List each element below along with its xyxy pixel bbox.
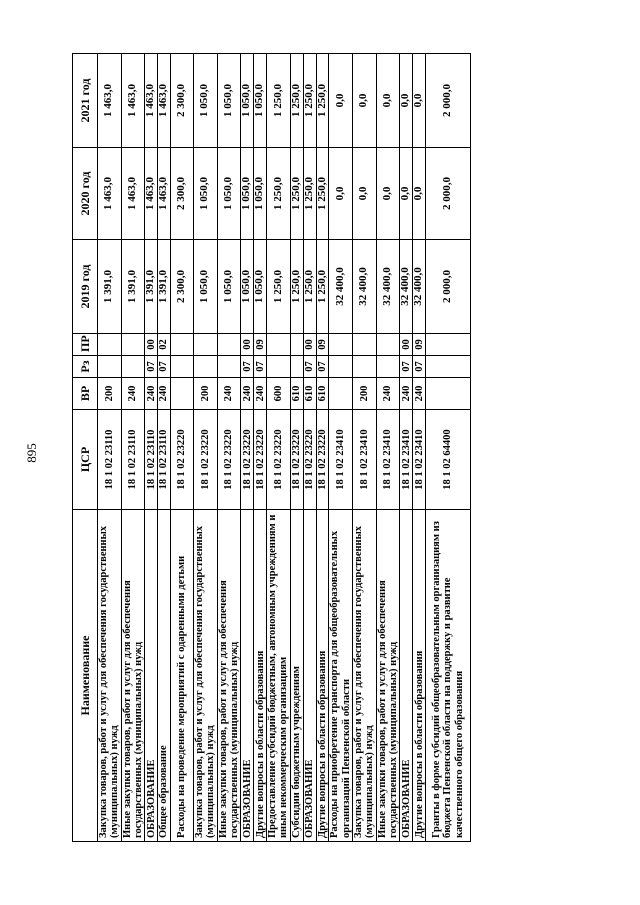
row-2019: 1 391,0 — [145, 240, 158, 334]
row-2020: 1 463,0 — [98, 148, 122, 240]
row-vr: 610 — [316, 378, 329, 410]
row-2020: 1 050,0 — [241, 148, 254, 240]
header-vr: ВР — [73, 378, 98, 410]
row-2021: 1 050,0 — [241, 54, 254, 148]
table-row — [376, 54, 400, 842]
row-rz: 07 — [254, 356, 267, 378]
row-2021: 1 050,0 — [217, 54, 241, 148]
row-2021: 1 463,0 — [98, 54, 122, 148]
row-pr — [121, 334, 145, 356]
row-2021: 2 300,0 — [171, 54, 194, 148]
row-vr: 200 — [98, 378, 122, 410]
row-2020: 1 250,0 — [303, 148, 316, 240]
row-rz — [376, 356, 400, 378]
row-2020: 1 463,0 — [121, 148, 145, 240]
page-number: 895 — [24, 443, 39, 463]
table-row — [194, 54, 218, 842]
row-2020: 0,0 — [329, 148, 353, 240]
table-row — [413, 54, 426, 842]
row-rz: 07 — [241, 356, 254, 378]
row-name: Иные закупки товаров, работ и услуг для обеспечения государственных (муниципальных) нужд — [217, 510, 241, 842]
row-pr — [217, 334, 241, 356]
table-row — [400, 54, 413, 842]
row-2019: 1 050,0 — [241, 240, 254, 334]
row-2021: 1 250,0 — [267, 54, 291, 148]
row-csr: 18 1 02 23410 — [329, 410, 353, 510]
row-csr: 18 1 02 64400 — [426, 410, 471, 510]
row-2020: 1 050,0 — [194, 148, 218, 240]
row-pr: 00 — [241, 334, 254, 356]
row-rz — [171, 356, 194, 378]
row-pr: 00 — [400, 334, 413, 356]
row-2021: 0,0 — [353, 54, 377, 148]
row-pr — [426, 334, 471, 356]
row-2019: 1 391,0 — [121, 240, 145, 334]
row-2019: 1 250,0 — [303, 240, 316, 334]
row-pr — [267, 334, 291, 356]
row-name: Иные закупки товаров, работ и услуг для обеспечения государственных (муниципальных) нужд — [376, 510, 400, 842]
header-row — [73, 54, 98, 842]
table-body — [98, 54, 471, 842]
row-rz: 07 — [316, 356, 329, 378]
row-2019: 1 050,0 — [217, 240, 241, 334]
row-2019: 1 391,0 — [158, 240, 171, 334]
row-name: ОБРАЗОВАНИЕ — [145, 510, 158, 842]
row-2021: 1 463,0 — [158, 54, 171, 148]
row-name: Предоставление субсидий бюджетным, автономным учреждениям и иным некоммерческим организациям — [267, 510, 291, 842]
table-row — [290, 54, 303, 842]
row-vr: 240 — [413, 378, 426, 410]
row-rz — [217, 356, 241, 378]
row-pr — [376, 334, 400, 356]
row-name: Расходы на приобретение транспорта для общеобразовательных организаций Пензенской области — [329, 510, 353, 842]
header-2021: 2021 год — [73, 54, 98, 148]
row-2021: 1 050,0 — [254, 54, 267, 148]
row-2019: 32 400,0 — [413, 240, 426, 334]
table-row — [98, 54, 122, 842]
row-2020: 1 050,0 — [254, 148, 267, 240]
row-csr: 18 1 02 23410 — [413, 410, 426, 510]
table-row — [171, 54, 194, 842]
table-row — [254, 54, 267, 842]
table-row — [158, 54, 171, 842]
row-2019: 32 400,0 — [353, 240, 377, 334]
table-row — [145, 54, 158, 842]
table-header — [73, 54, 98, 842]
row-pr — [353, 334, 377, 356]
row-2020: 0,0 — [376, 148, 400, 240]
budget-table — [72, 53, 471, 842]
row-2019: 1 250,0 — [267, 240, 291, 334]
row-vr: 240 — [158, 378, 171, 410]
table-row — [241, 54, 254, 842]
row-2021: 0,0 — [329, 54, 353, 148]
row-2019: 2 000,0 — [426, 240, 471, 334]
row-csr: 18 1 02 23220 — [241, 410, 254, 510]
row-2020: 2 000,0 — [426, 148, 471, 240]
row-csr: 18 1 02 23220 — [194, 410, 218, 510]
row-2021: 1 463,0 — [121, 54, 145, 148]
row-vr: 240 — [254, 378, 267, 410]
row-rz — [329, 356, 353, 378]
rotated-table-container — [72, 54, 570, 842]
row-csr: 18 1 02 23110 — [98, 410, 122, 510]
row-name: ОБРАЗОВАНИЕ — [241, 510, 254, 842]
row-pr: 02 — [158, 334, 171, 356]
row-rz — [194, 356, 218, 378]
row-name: Гранты в форме субсидий общеобразовательным организациям из бюджета Пензенской области на поддержку и развитие качественного общего образования — [426, 510, 471, 842]
row-2021: 1 250,0 — [290, 54, 303, 148]
table-row — [267, 54, 291, 842]
row-vr — [329, 378, 353, 410]
row-2019: 1 050,0 — [254, 240, 267, 334]
header-2020: 2020 год — [73, 148, 98, 240]
table-row — [426, 54, 471, 842]
row-name: Другие вопросы в области образования — [413, 510, 426, 842]
row-name: Другие вопросы в области образования — [254, 510, 267, 842]
row-csr: 18 1 02 23220 — [254, 410, 267, 510]
row-pr — [171, 334, 194, 356]
header-csr: ЦСР — [73, 410, 98, 510]
row-2020: 0,0 — [413, 148, 426, 240]
row-csr: 18 1 02 23110 — [121, 410, 145, 510]
row-vr: 240 — [400, 378, 413, 410]
table-row — [121, 54, 145, 842]
row-vr: 240 — [121, 378, 145, 410]
header-name: Наименование — [73, 510, 98, 842]
row-name: Субсидии бюджетным учреждениям — [290, 510, 303, 842]
row-2020: 2 300,0 — [171, 148, 194, 240]
row-2021: 0,0 — [413, 54, 426, 148]
row-csr: 18 1 02 23410 — [376, 410, 400, 510]
table-row — [316, 54, 329, 842]
table-row — [217, 54, 241, 842]
row-rz: 07 — [145, 356, 158, 378]
row-vr: 240 — [145, 378, 158, 410]
header-pr: ПР — [73, 334, 98, 356]
row-2020: 1 050,0 — [217, 148, 241, 240]
row-rz — [353, 356, 377, 378]
row-rz — [426, 356, 471, 378]
row-vr: 610 — [303, 378, 316, 410]
row-2019: 1 250,0 — [316, 240, 329, 334]
row-rz: 07 — [303, 356, 316, 378]
row-pr: 09 — [413, 334, 426, 356]
row-pr — [329, 334, 353, 356]
row-csr: 18 1 02 23220 — [267, 410, 291, 510]
row-vr: 240 — [376, 378, 400, 410]
row-2019: 32 400,0 — [376, 240, 400, 334]
table-row — [353, 54, 377, 842]
row-csr: 18 1 02 23220 — [303, 410, 316, 510]
row-name: ОБРАЗОВАНИЕ — [400, 510, 413, 842]
row-vr: 600 — [267, 378, 291, 410]
header-rz: Рз — [73, 356, 98, 378]
row-2020: 1 250,0 — [267, 148, 291, 240]
row-vr: 610 — [290, 378, 303, 410]
row-2020: 1 250,0 — [316, 148, 329, 240]
row-2021: 0,0 — [376, 54, 400, 148]
row-2021: 1 050,0 — [194, 54, 218, 148]
row-pr — [194, 334, 218, 356]
row-csr: 18 1 02 23220 — [290, 410, 303, 510]
row-2019: 32 400,0 — [329, 240, 353, 334]
row-csr: 18 1 02 23220 — [217, 410, 241, 510]
row-2021: 2 000,0 — [426, 54, 471, 148]
row-rz: 07 — [400, 356, 413, 378]
row-name: Закупка товаров, работ и услуг для обеспечения государственных (муниципальных) нужд — [98, 510, 122, 842]
row-name: Другие вопросы в области образования — [316, 510, 329, 842]
row-rz: 07 — [413, 356, 426, 378]
row-vr — [426, 378, 471, 410]
row-rz — [290, 356, 303, 378]
row-csr: 18 1 02 23220 — [316, 410, 329, 510]
row-vr: 240 — [217, 378, 241, 410]
row-csr: 18 1 02 23110 — [145, 410, 158, 510]
row-2019: 32 400,0 — [400, 240, 413, 334]
row-rz — [267, 356, 291, 378]
row-2021: 1 463,0 — [145, 54, 158, 148]
row-2021: 1 250,0 — [316, 54, 329, 148]
row-name: Закупка товаров, работ и услуг для обеспечения государственных (муниципальных) нужд — [353, 510, 377, 842]
row-vr: 240 — [241, 378, 254, 410]
row-csr: 18 1 02 23410 — [353, 410, 377, 510]
row-name: Расходы на проведение мероприятий с одаренными детьми — [171, 510, 194, 842]
table-row — [329, 54, 353, 842]
row-pr — [98, 334, 122, 356]
row-2019: 2 300,0 — [171, 240, 194, 334]
row-2021: 1 250,0 — [303, 54, 316, 148]
row-2020: 1 463,0 — [145, 148, 158, 240]
row-csr: 18 1 02 23410 — [400, 410, 413, 510]
row-name: Общее образование — [158, 510, 171, 842]
row-pr: 09 — [316, 334, 329, 356]
row-csr: 18 1 02 23110 — [158, 410, 171, 510]
row-pr: 00 — [145, 334, 158, 356]
row-rz — [121, 356, 145, 378]
row-2020: 1 463,0 — [158, 148, 171, 240]
row-name: Закупка товаров, работ и услуг для обеспечения государственных (муниципальных) нужд — [194, 510, 218, 842]
row-vr: 200 — [194, 378, 218, 410]
row-csr: 18 1 02 23220 — [171, 410, 194, 510]
row-vr — [171, 378, 194, 410]
row-vr: 200 — [353, 378, 377, 410]
row-name: Иные закупки товаров, работ и услуг для обеспечения государственных (муниципальных) нужд — [121, 510, 145, 842]
header-2019: 2019 год — [73, 240, 98, 334]
row-2019: 1 050,0 — [194, 240, 218, 334]
table-row — [303, 54, 316, 842]
row-2020: 1 250,0 — [290, 148, 303, 240]
row-2019: 1 391,0 — [98, 240, 122, 334]
row-2020: 0,0 — [353, 148, 377, 240]
row-pr — [290, 334, 303, 356]
row-pr: 00 — [303, 334, 316, 356]
row-2021: 0,0 — [400, 54, 413, 148]
row-rz: 07 — [158, 356, 171, 378]
row-name: ОБРАЗОВАНИЕ — [303, 510, 316, 842]
row-2020: 0,0 — [400, 148, 413, 240]
row-2019: 1 250,0 — [290, 240, 303, 334]
row-pr: 09 — [254, 334, 267, 356]
row-rz — [98, 356, 122, 378]
